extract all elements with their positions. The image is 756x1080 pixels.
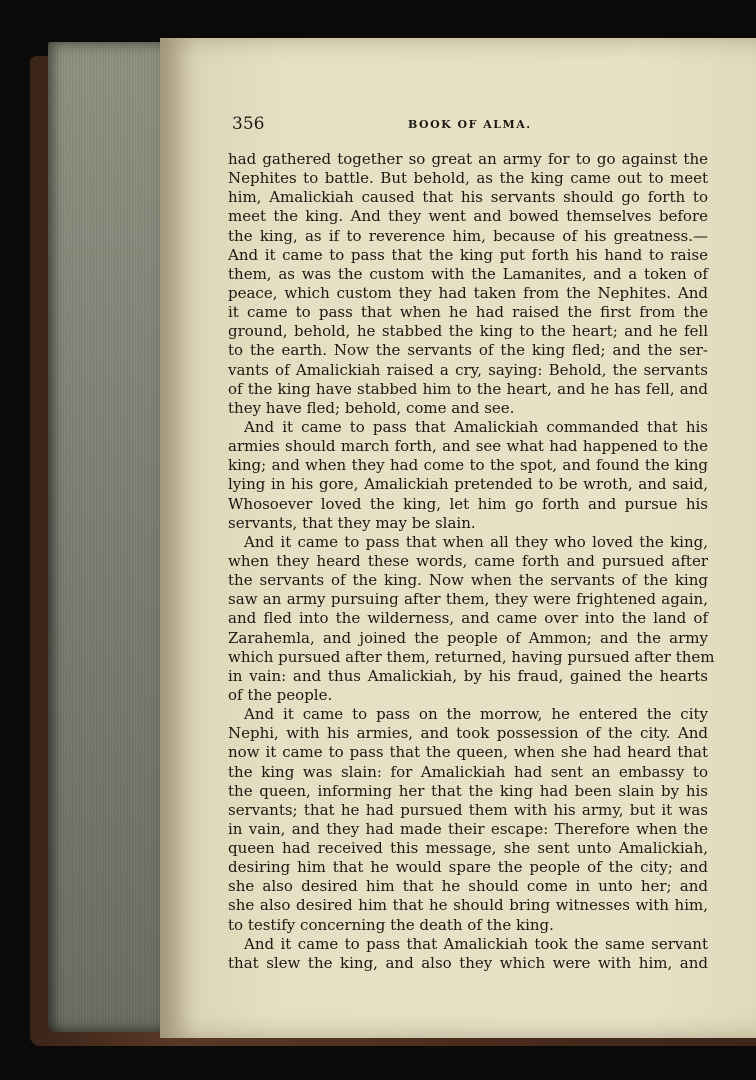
text-line: ground, behold, he stabbed the king to the heart; and he fell [228,322,708,341]
text-line: And it came to pass that when all they who loved the king, [244,532,708,551]
text-line: him, Amalickiah caused that his servants should go forth to [228,188,708,207]
text-line: when they heard these words, came forth and pursued after [228,551,708,570]
text-line: to the earth. Now the servants of the king fled; and the ser- [228,341,708,360]
text-line: the queen, informing her that the king had been slain by his [228,781,708,800]
text-line: them, as was the custom with the Lamanites, and a token of [228,264,708,283]
text-line: peace, which custom they had taken from the Nephites. And [228,283,708,302]
text-line: desiring him that he would spare the people of the city; and [228,858,708,877]
text-line: servants; that he had pursued them with his army, but it was [228,800,708,819]
text-line: in vain, and they had made their escape: Therefore when the [228,819,708,838]
text-line: the king, as if to reverence him, because of his greatness.— [228,226,708,245]
text-line: And it came to pass that Amalickiah took the same servant [244,934,708,953]
text-line: And it came to pass that the king put forth his hand to raise [228,245,708,264]
text-line: had gathered together so great an army for to go against the [228,150,708,168]
page-header [232,114,712,138]
text-line: Zarahemla, and joined the people of Ammon; and the army [228,628,708,647]
text-line: they have fled; behold, come and see. [228,398,515,417]
text-line: vants of Amalickiah raised a cry, saying: Behold, the servants [228,360,708,379]
text-line: of the people. [228,685,333,704]
text-line: saw an army pursuing after them, they were frightened again, [228,590,708,609]
text-line: And it came to pass on the morrow, he entered the city [244,705,708,724]
text-line: and fled into the wilderness, and came over into the land of [228,609,708,628]
text-line: servants, that they may be slain. [228,513,476,532]
body-text [228,150,715,973]
text-line: Nephites to battle. But behold, as the king came out to meet [228,169,708,188]
page-edges [48,42,178,1032]
text-line: king; and when they had come to the spot, and found the king [228,456,708,475]
page-number: 356 [232,114,265,134]
text-line: Nephi, with his armies, and took possession of the city. And [228,724,708,743]
text-line: to testify concerning the death of the king. [228,915,554,934]
text-line: meet the king. And they went and bowed themselves before [228,207,708,226]
text-line: queen had received this message, she sent unto Amalickiah, [228,839,708,858]
text-line: now it came to pass that the queen, when she had heard that [228,743,708,762]
running-head: BOOK OF ALMA. [408,118,532,131]
text-line: Whosoever loved the king, let him go forth and pursue his [228,494,708,513]
text-line: And it came to pass that Amalickiah commanded that his [244,417,708,436]
text-line: she also desired him that he should bring witnesses with him, [228,896,708,915]
text-line: of the king have stabbed him to the heart, and he has fell, and [228,379,708,398]
text-line: in vain: and thus Amalickiah, by his fraud, gained the hearts [228,666,708,685]
text-line: she also desired him that he should come in unto her; and [228,877,708,896]
text-line: that slew the king, and also they which were with him, and [228,953,708,972]
text-line: it came to pass that when he had raised the first from the [228,303,708,322]
text-line: lying in his gore, Amalickiah pretended to be wroth, and said, [228,475,708,494]
text-line: the king was slain: for Amalickiah had sent an embassy to [228,762,708,781]
text-line: which pursued after them, returned, having pursued after them [228,647,715,666]
text-line: the servants of the king. Now when the servants of the king [228,571,708,590]
text-line: armies should march forth, and see what had happened to the [228,437,708,456]
